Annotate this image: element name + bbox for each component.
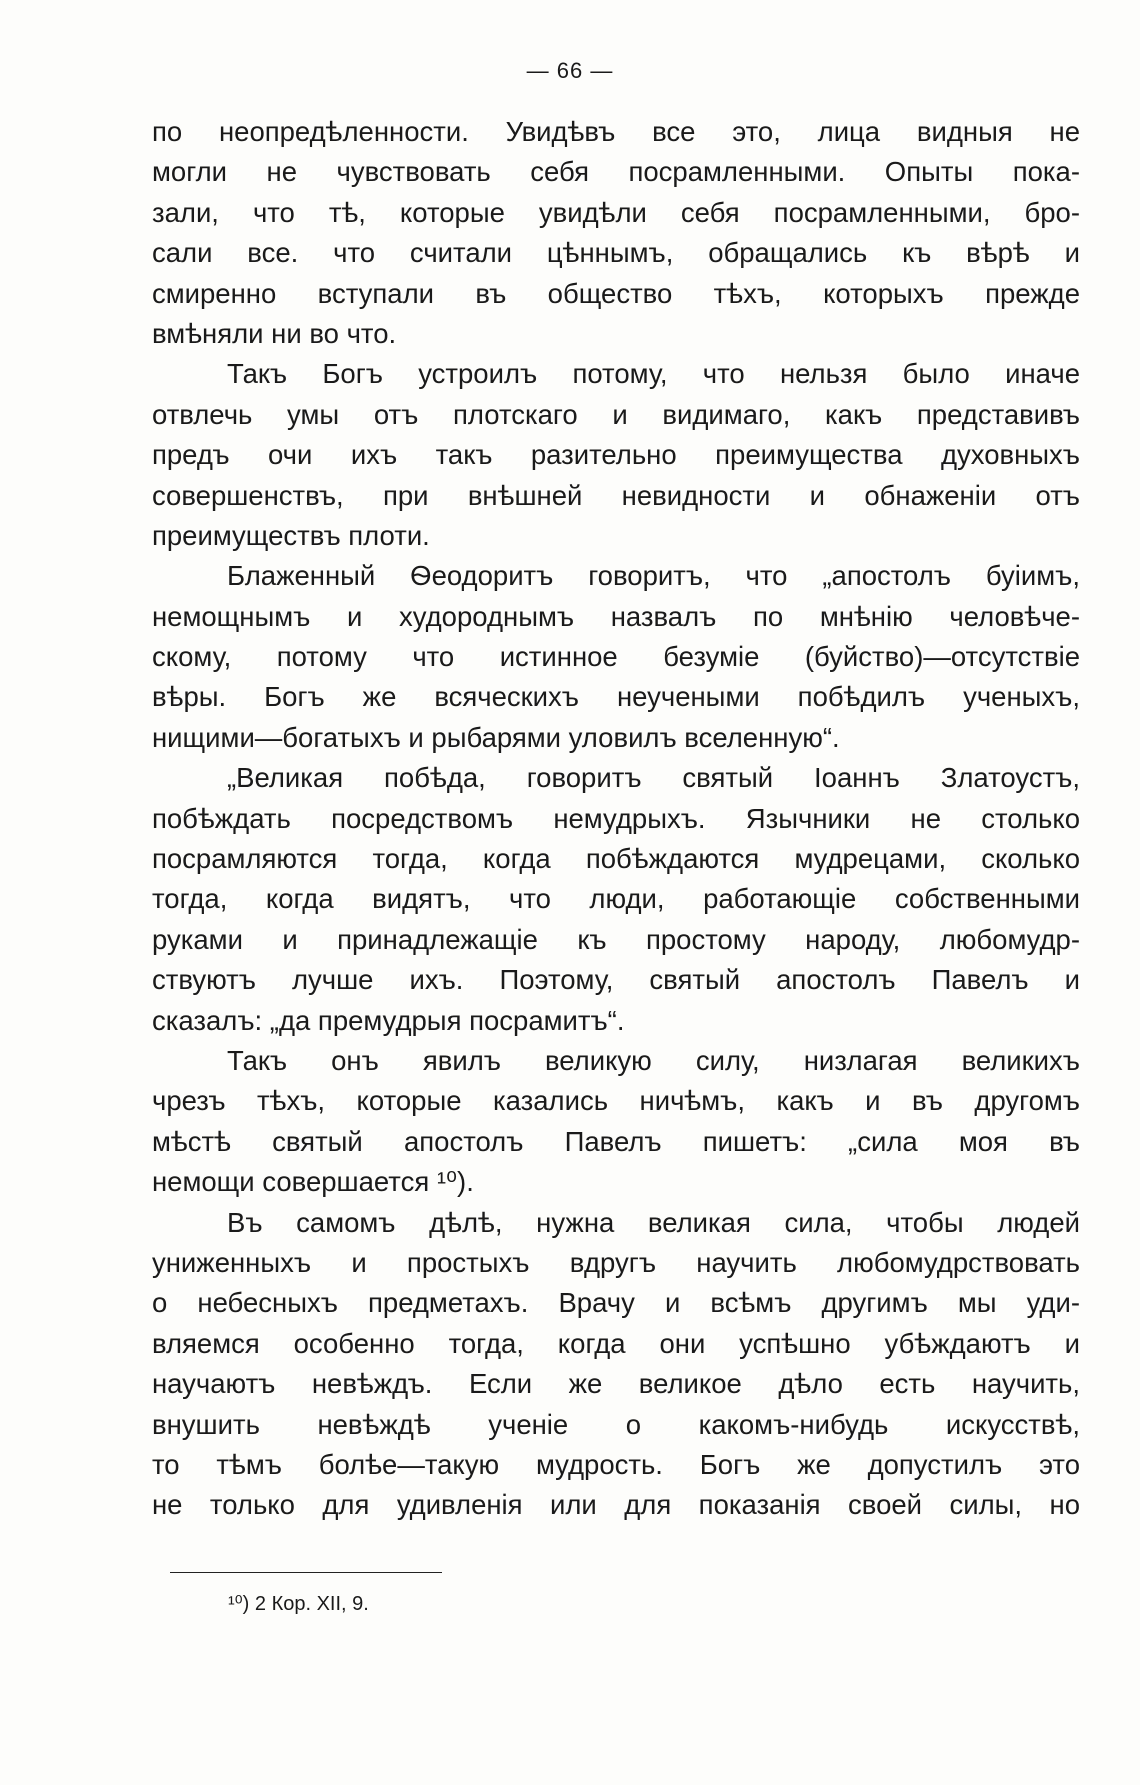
text-line: зали, что тѣ, которые увидѣли себя посрамленными, бро-	[152, 196, 1080, 228]
footnote-divider	[170, 1572, 442, 1573]
text-line: ствуютъ лучше ихъ. Поэтому, святый апостолъ Павелъ и	[152, 964, 1080, 996]
text-line: побѣждать посредствомъ немудрыхъ. Язычники не столько	[152, 802, 1080, 834]
text-line: нищими—богатыхъ и рыбарями уловилъ вселенную“.	[152, 721, 840, 753]
text-line: чрезъ тѣхъ, которые казались ничѣмъ, какъ и въ другомъ	[152, 1085, 1080, 1117]
text-line: скому, потому что истинное безуміе (буйство)—отсутствіе	[152, 641, 1080, 673]
text-line: не только для удивленія или для показанія своей силы, но	[152, 1489, 1080, 1521]
body-text	[152, 112, 1080, 1526]
footnote: ¹⁰) 2 Кор. XII, 9.	[228, 1593, 369, 1615]
text-line: совершенствъ, при внѣшней невидности и обнаженіи отъ	[152, 479, 1080, 511]
text-line: о небесныхъ предметахъ. Врачу и всѣмъ другимъ мы уди-	[152, 1287, 1080, 1319]
text-line: тогда, когда видятъ, что люди, работающіе собственными	[152, 883, 1080, 915]
text-line: сказалъ: „да премудрыя посрамитъ“.	[152, 1004, 625, 1036]
text-line: сали все. что считали цѣннымъ, обращались къ вѣрѣ и	[152, 237, 1080, 269]
text-line: униженныхъ и простыхъ вдругъ научить любомудрствовать	[152, 1246, 1080, 1278]
text-line: Такъ Богъ устроилъ потому, что нельзя было иначе	[227, 358, 1080, 390]
text-line: преимуществъ плоти.	[152, 519, 430, 551]
text-line: мѣстѣ святый апостолъ Павелъ пишетъ: „сила моя въ	[152, 1125, 1080, 1157]
text-line: „Великая побѣда, говоритъ святый Іоаннъ Златоустъ,	[227, 762, 1080, 794]
text-line: Блаженный Ѳеодоритъ говоритъ, что „апостолъ буіимъ,	[227, 560, 1080, 592]
text-line: вѣры. Богъ же всяческихъ неучеными побѣдилъ ученыхъ,	[152, 681, 1080, 713]
text-line: вмѣняли ни во что.	[152, 317, 397, 349]
text-line: посрамляются тогда, когда побѣждаются мудрецами, сколько	[152, 843, 1080, 875]
text-line: Въ самомъ дѣлѣ, нужна великая сила, чтобы людей	[227, 1206, 1080, 1238]
text-line: руками и принадлежащіе къ простому народу, любомудр-	[152, 923, 1080, 955]
text-line: немощнымъ и худороднымъ назвалъ по мнѣнію человѣче-	[152, 600, 1080, 632]
text-line: немощи совершается ¹⁰).	[152, 1166, 474, 1198]
text-line: смиренно вступали въ общество тѣхъ, которыхъ прежде	[152, 277, 1080, 309]
text-line: Такъ онъ явилъ великую силу, низлагая великихъ	[227, 1044, 1080, 1076]
text-line: вляемся особенно тогда, когда они успѣшно убѣждаютъ и	[152, 1327, 1080, 1359]
text-line: научаютъ невѣждъ. Если же великое дѣло есть научить,	[152, 1368, 1080, 1400]
page-number: — 66 —	[526, 58, 614, 83]
text-line: могли не чувствовать себя посрамленными. Опыты пока-	[152, 156, 1080, 188]
text-line: предъ очи ихъ такъ разительно преимущества духовныхъ	[152, 439, 1080, 471]
text-line: то тѣмъ болѣе—такую мудрость. Богъ же допустилъ это	[152, 1448, 1080, 1480]
text-line: по неопредѣленности. Увидѣвъ все это, лица видныя не	[152, 116, 1080, 147]
text-line: внушить невѣждѣ ученіе о какомъ-нибудь искусствѣ,	[152, 1408, 1080, 1440]
text-line: отвлечь умы отъ плотскаго и видимаго, какъ представивъ	[152, 398, 1080, 430]
